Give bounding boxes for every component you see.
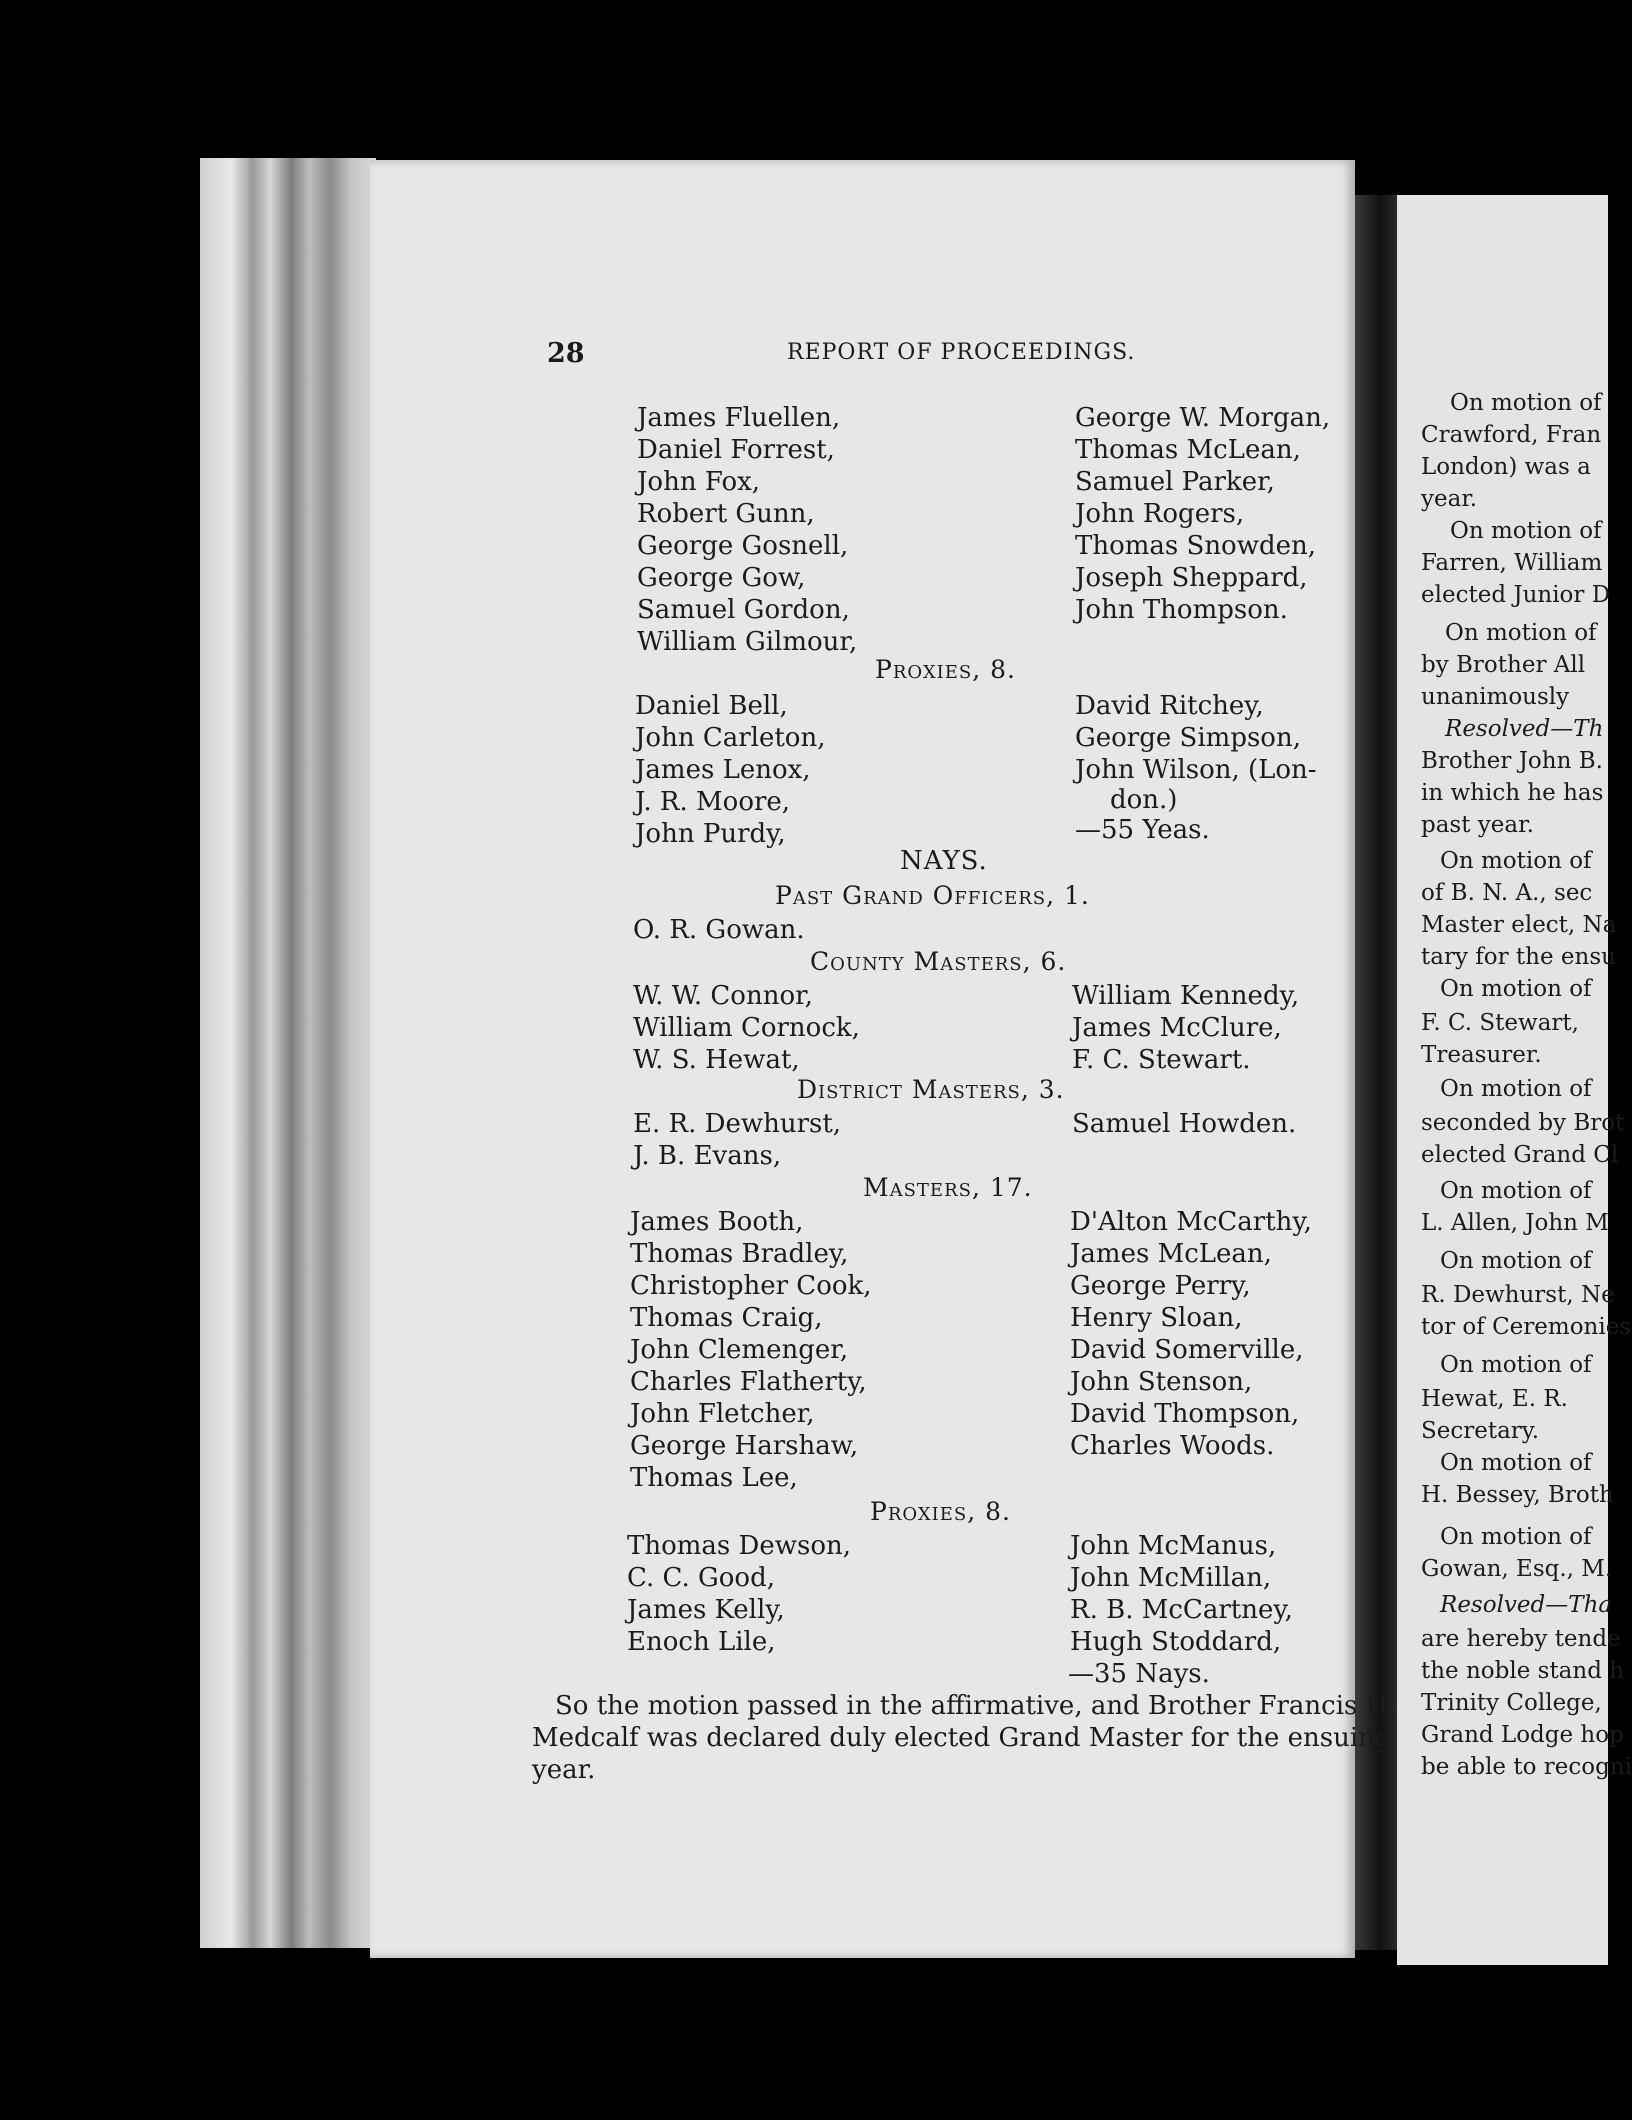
name-entry: Robert Gunn, <box>637 499 815 529</box>
facing-line: tary for the ensu <box>1421 944 1616 970</box>
facing-line: On motion of <box>1450 518 1602 544</box>
name-entry: James McClure, <box>1072 1013 1282 1043</box>
page-edge <box>200 158 376 1948</box>
facing-line: On motion of <box>1440 1524 1592 1550</box>
vote-total: —55 Yeas. <box>1075 815 1210 845</box>
facing-line: Secretary. <box>1421 1418 1540 1444</box>
name-entry: J. B. Evans, <box>633 1141 782 1171</box>
facing-line: Crawford, Fran <box>1421 422 1602 448</box>
conclusion-line: So the motion passed in the affirmative, and Brother Francis H. <box>555 1691 1397 1721</box>
name-entry: John Rogers, <box>1075 499 1245 529</box>
facing-line: Hewat, E. R. <box>1421 1386 1568 1412</box>
facing-line: Master elect, Na <box>1421 912 1617 938</box>
name-entry: Thomas Craig, <box>630 1303 823 1333</box>
name-entry: Samuel Parker, <box>1075 467 1275 497</box>
facing-line: by Brother All <box>1421 652 1586 678</box>
name-entry: George Harshaw, <box>630 1431 859 1461</box>
name-entry: F. C. Stewart. <box>1072 1045 1251 1075</box>
facing-line: Farren, William <box>1421 550 1603 576</box>
name-entry: John Fletcher, <box>630 1399 815 1429</box>
facing-line: in which he has <box>1421 780 1604 806</box>
name-entry: William Gilmour, <box>637 627 858 657</box>
facing-line: are hereby tende <box>1421 1626 1621 1652</box>
facing-line: elected Grand Cl <box>1421 1142 1619 1168</box>
name-entry: Enoch Lile, <box>627 1627 776 1657</box>
name-entry: William Kennedy, <box>1072 981 1300 1011</box>
section-heading: District Masters, 3. <box>797 1075 1065 1104</box>
name-entry: George Gow, <box>637 563 806 593</box>
name-entry: Thomas Dewson, <box>627 1531 851 1561</box>
name-entry: George W. Morgan, <box>1075 403 1331 433</box>
facing-line: of B. N. A., sec <box>1421 880 1593 906</box>
facing-line: year. <box>1421 486 1478 512</box>
name-entry: Charles Woods. <box>1070 1431 1275 1461</box>
name-entry: Hugh Stoddard, <box>1070 1627 1282 1657</box>
facing-line: On motion of <box>1440 848 1592 874</box>
name-entry: Daniel Bell, <box>635 691 788 721</box>
section-heading: Proxies, 8. <box>875 655 1016 684</box>
section-heading: County Masters, 6. <box>810 947 1067 976</box>
name-entry: J. R. Moore, <box>635 787 791 817</box>
facing-line: the noble stand h <box>1421 1658 1625 1684</box>
section-heading: Masters, 17. <box>863 1173 1033 1202</box>
name-entry: James McLean, <box>1070 1239 1272 1269</box>
name-entry: James Kelly, <box>627 1595 785 1625</box>
name-entry: Daniel Forrest, <box>637 435 835 465</box>
name-entry: Henry Sloan, <box>1070 1303 1243 1333</box>
nays-title: NAYS. <box>900 846 988 876</box>
name-entry: John Stenson, <box>1070 1367 1253 1397</box>
name-entry: David Ritchey, <box>1075 691 1264 721</box>
facing-line: Brother John B. <box>1421 748 1603 774</box>
facing-line: Trinity College, <box>1421 1690 1602 1716</box>
name-entry: James Lenox, <box>635 755 811 785</box>
name-entry: James Fluellen, <box>637 403 841 433</box>
conclusion-line: Medcalf was declared duly elected Grand Master for the ensuing <box>532 1723 1392 1753</box>
name-entry: don.) <box>1110 785 1178 815</box>
facing-line: London) was a <box>1421 454 1591 480</box>
name-entry: Joseph Sheppard, <box>1075 563 1308 593</box>
facing-line: Grand Lodge hop <box>1421 1722 1624 1748</box>
name-entry: John Wilson, (Lon- <box>1075 755 1317 785</box>
facing-line: past year. <box>1421 812 1534 838</box>
page-number: 28 <box>547 338 585 369</box>
book-gutter <box>1355 195 1397 1950</box>
name-entry: Thomas McLean, <box>1075 435 1301 465</box>
facing-line: Resolved—Th <box>1445 716 1604 742</box>
facing-line: On motion of <box>1440 1178 1592 1204</box>
facing-line: tor of Ceremonies <box>1421 1314 1632 1340</box>
name-entry: Samuel Howden. <box>1072 1109 1297 1139</box>
name-entry: John Clemenger, <box>630 1335 849 1365</box>
name-entry: R. B. McCartney, <box>1070 1595 1293 1625</box>
name-entry: David Thompson, <box>1070 1399 1300 1429</box>
name-entry: C. C. Good, <box>627 1563 775 1593</box>
facing-line: On motion of <box>1450 390 1602 416</box>
facing-line: On motion of <box>1440 1352 1592 1378</box>
name-entry: W. S. Hewat, <box>633 1045 800 1075</box>
name-entry: Samuel Gordon, <box>637 595 850 625</box>
section-heading: Proxies, 8. <box>870 1497 1011 1526</box>
facing-line: unanimously <box>1421 684 1570 710</box>
facing-line: seconded by Brot <box>1421 1110 1625 1136</box>
running-head-title: REPORT OF PROCEEDINGS. <box>787 340 1136 365</box>
name-entry: William Cornock, <box>633 1013 860 1043</box>
facing-line: H. Bessey, Broth <box>1421 1482 1614 1508</box>
facing-line: L. Allen, John M <box>1421 1210 1609 1236</box>
facing-line: On motion of <box>1440 1450 1592 1476</box>
facing-line: Treasurer. <box>1421 1042 1542 1068</box>
section-heading: Past Grand Officers, 1. <box>775 881 1090 910</box>
name-entry: John Purdy, <box>635 819 786 849</box>
facing-line: On motion of <box>1440 1248 1592 1274</box>
name-entry: John Carleton, <box>635 723 826 753</box>
facing-line: elected Junior D <box>1421 582 1611 608</box>
facing-line: Resolved—Tha <box>1440 1592 1613 1618</box>
name-entry: George Perry, <box>1070 1271 1251 1301</box>
name-entry: W. W. Connor, <box>633 981 813 1011</box>
facing-line: On motion of <box>1440 1076 1592 1102</box>
name-entry: Thomas Bradley, <box>630 1239 849 1269</box>
conclusion-line: year. <box>532 1755 596 1785</box>
name-entry: O. R. Gowan. <box>633 915 805 945</box>
name-entry: James Booth, <box>630 1207 804 1237</box>
name-entry: John McMillan, <box>1070 1563 1272 1593</box>
name-entry: Christopher Cook, <box>630 1271 872 1301</box>
running-head <box>547 338 1347 374</box>
name-entry: John Fox, <box>637 467 761 497</box>
name-entry: Charles Flatherty, <box>630 1367 867 1397</box>
name-entry: Thomas Snowden, <box>1075 531 1317 561</box>
name-entry: Thomas Lee, <box>630 1463 798 1493</box>
facing-line: Gowan, Esq., M. <box>1421 1556 1613 1582</box>
facing-line: F. C. Stewart, <box>1421 1010 1579 1036</box>
name-entry: D'Alton McCarthy, <box>1070 1207 1312 1237</box>
facing-line: R. Dewhurst, Ne <box>1421 1282 1615 1308</box>
name-entry: George Simpson, <box>1075 723 1301 753</box>
name-entry: George Gosnell, <box>637 531 849 561</box>
name-entry: E. R. Dewhurst, <box>633 1109 842 1139</box>
facing-line: On motion of <box>1440 976 1592 1002</box>
facing-line: On motion of <box>1445 620 1597 646</box>
name-entry: John Thompson. <box>1075 595 1288 625</box>
name-entry: David Somerville, <box>1070 1335 1304 1365</box>
facing-line: be able to recogni <box>1421 1754 1632 1780</box>
vote-total: —35 Nays. <box>1068 1659 1210 1689</box>
name-entry: John McManus, <box>1070 1531 1277 1561</box>
